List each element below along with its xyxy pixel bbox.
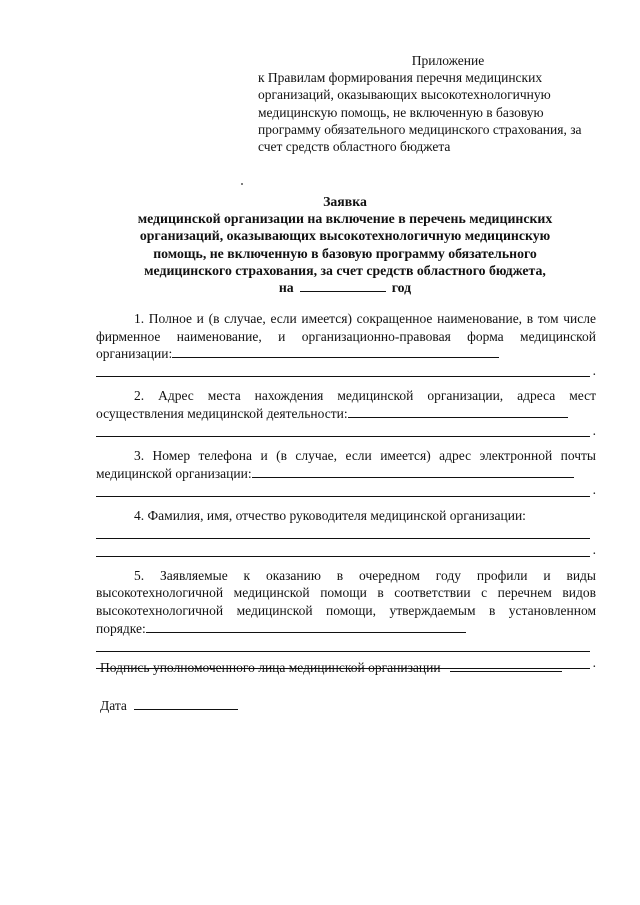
signature-line <box>100 659 600 676</box>
heading-line-3: помощь, не включенную в базовую программу обязательного <box>153 245 537 261</box>
item-1-extra-line[interactable] <box>96 363 596 381</box>
appendix-block <box>258 52 608 155</box>
heading-title: Заявка <box>323 194 367 209</box>
form-item-5 <box>96 567 596 673</box>
form-body <box>96 310 596 672</box>
item-4-text: 4. Фамилия, имя, отчество руководителя медицинской организации: <box>134 507 526 523</box>
item-5-line-1[interactable] <box>96 637 596 655</box>
item-2-field[interactable] <box>348 405 568 418</box>
date-field[interactable] <box>134 697 238 710</box>
date-label: Дата <box>100 698 127 713</box>
form-item-2 <box>96 387 596 440</box>
signature-label: Подпись уполномоченного лица медицинской организации <box>100 660 441 675</box>
heading-line-4: медицинского страхования, за счет средств областного бюджета, <box>144 262 546 278</box>
year-prefix: на <box>278 280 294 296</box>
item-4-line-1[interactable] <box>96 525 596 543</box>
date-line <box>100 697 400 714</box>
form-item-3 <box>96 447 596 500</box>
item-3-text: 3. Номер телефона и (в случае, если имеется) адрес электронной почты медицинской организации: <box>96 448 596 481</box>
application-heading <box>95 193 595 296</box>
item-1-text: 1. Полное и (в случае, если имеется) сокращенное наименование, в том числе фирменное наименование, и организационно-правовая форма медицинской организации: <box>96 311 596 362</box>
item-5-field[interactable] <box>146 620 466 633</box>
form-item-1 <box>96 310 596 380</box>
item-1-field[interactable] <box>172 345 499 358</box>
form-item-4 <box>96 507 596 560</box>
item-5-text: 5. Заявляемые к оказанию в очередном году профили и виды высокотехнологичной медицинской помощи в соответствии с перечнем видов высокотехнологичной медицинской помощи, утверждаемым в установленном порядке: <box>96 567 596 636</box>
year-blank-field[interactable] <box>300 279 386 292</box>
item-2-extra-line[interactable] <box>96 423 596 441</box>
heading-year-line <box>95 279 595 296</box>
item-3-extra-line[interactable] <box>96 482 596 500</box>
item-2-text: 2. Адрес места нахождения медицинской организации, адреса мест осуществления медицинской деятельности: <box>96 388 596 421</box>
signature-field[interactable] <box>450 659 562 672</box>
appendix-text: к Правилам формирования перечня медицинских организаций, оказывающих высокотехнологичную медицинскую помощь, не включенную в базовую программу обязательного медицинского страхования, за счет средств областного бюджета <box>258 70 582 155</box>
heading-line-1: медицинской организации на включение в перечень медицинских <box>137 211 553 227</box>
item-4-line-2[interactable] <box>96 542 596 560</box>
item-3-field[interactable] <box>252 465 574 478</box>
heading-line-2: организаций, оказывающих высокотехнологичную медицинскую <box>139 228 551 244</box>
appendix-title: Приложение <box>411 53 485 68</box>
scan-dot <box>241 183 243 185</box>
year-suffix: год <box>391 280 412 296</box>
